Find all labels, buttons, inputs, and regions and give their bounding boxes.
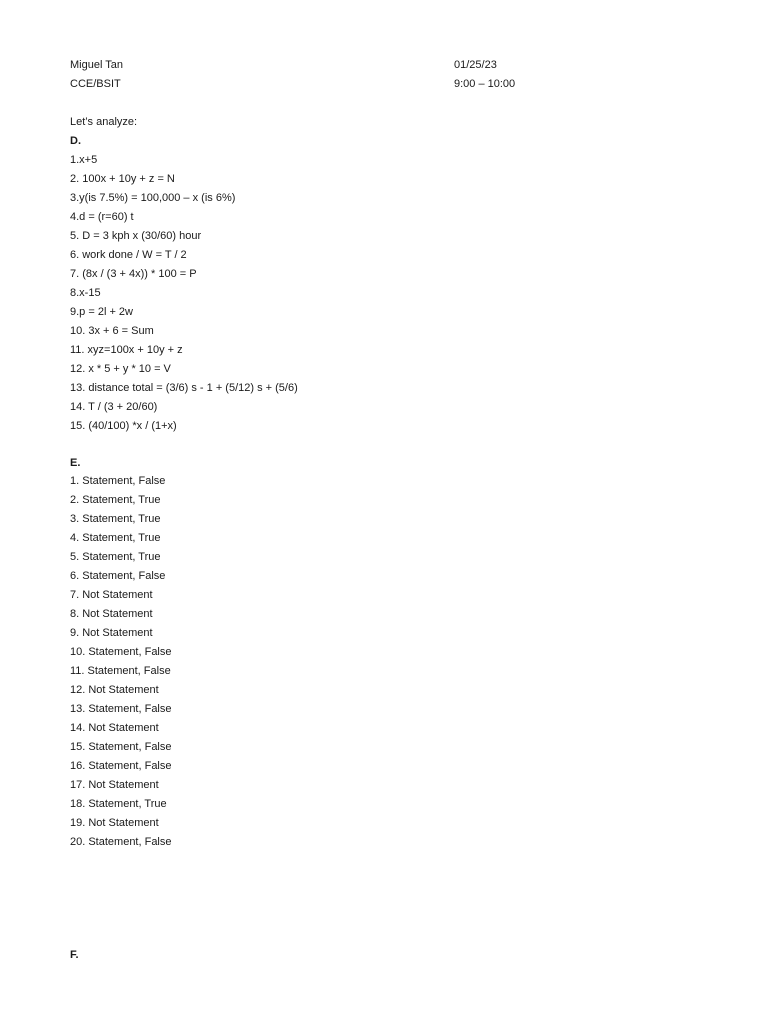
list-item: 14. T / (3 + 20/60) bbox=[70, 401, 158, 413]
list-item: 8.x-15 bbox=[70, 287, 101, 299]
list-item: 3.y(is 7.5%) = 100,000 – x (is 6%) bbox=[70, 192, 236, 204]
list-item: 20. Statement, False bbox=[70, 836, 172, 848]
list-item: 7. (8x / (3 + 4x)) * 100 = P bbox=[70, 268, 197, 280]
list-item: 13. distance total = (3/6) s - 1 + (5/12) s + (5/6) bbox=[70, 382, 298, 394]
list-item: 4. Statement, True bbox=[70, 532, 161, 544]
intro-text: Let’s analyze: bbox=[70, 116, 138, 128]
list-item: 9. Not Statement bbox=[70, 627, 153, 639]
section-d-heading: D. bbox=[70, 135, 81, 147]
time-range: 9:00 – 10:00 bbox=[454, 78, 516, 90]
list-item: 4.d = (r=60) t bbox=[70, 211, 134, 223]
list-item: 3. Statement, True bbox=[70, 513, 161, 525]
section-d-list bbox=[70, 154, 298, 439]
author-name: Miguel Tan bbox=[70, 59, 123, 71]
list-item: 2. Statement, True bbox=[70, 494, 161, 506]
section-f-heading: F. bbox=[70, 949, 79, 961]
document-date: 01/25/23 bbox=[454, 59, 497, 71]
list-item: 8. Not Statement bbox=[70, 608, 153, 620]
list-item: 10. 3x + 6 = Sum bbox=[70, 325, 154, 337]
section-e-list bbox=[70, 475, 172, 855]
list-item: 12. Not Statement bbox=[70, 684, 159, 696]
list-item: 12. x * 5 + y * 10 = V bbox=[70, 363, 171, 375]
list-item: 5. D = 3 kph x (30/60) hour bbox=[70, 230, 202, 242]
list-item: 1.x+5 bbox=[70, 154, 98, 166]
list-item: 1. Statement, False bbox=[70, 475, 166, 487]
list-item: 19. Not Statement bbox=[70, 817, 159, 829]
list-item: 18. Statement, True bbox=[70, 798, 167, 810]
list-item: 9.p = 2l + 2w bbox=[70, 306, 133, 318]
list-item: 7. Not Statement bbox=[70, 589, 153, 601]
list-item: 6. Statement, False bbox=[70, 570, 166, 582]
list-item: 17. Not Statement bbox=[70, 779, 159, 791]
list-item: 15. (40/100) *x / (1+x) bbox=[70, 420, 177, 432]
list-item: 11. xyz=100x + 10y + z bbox=[70, 344, 183, 356]
program-label: CCE/BSIT bbox=[70, 78, 121, 90]
list-item: 15. Statement, False bbox=[70, 741, 172, 753]
section-e-heading: E. bbox=[70, 457, 81, 469]
list-item: 2. 100x + 10y + z = N bbox=[70, 173, 175, 185]
list-item: 16. Statement, False bbox=[70, 760, 172, 772]
list-item: 10. Statement, False bbox=[70, 646, 172, 658]
list-item: 6. work done / W = T / 2 bbox=[70, 249, 187, 261]
list-item: 13. Statement, False bbox=[70, 703, 172, 715]
list-item: 14. Not Statement bbox=[70, 722, 159, 734]
list-item: 5. Statement, True bbox=[70, 551, 161, 563]
list-item: 11. Statement, False bbox=[70, 665, 171, 677]
